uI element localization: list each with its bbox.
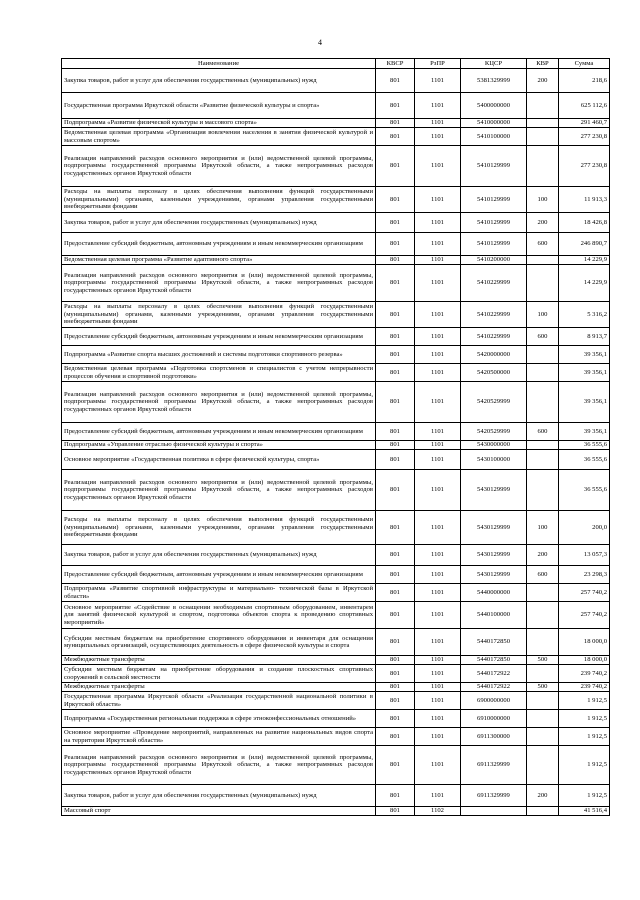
cell-sum: 1 912,5: [559, 728, 610, 746]
cell-kvr: 100: [527, 187, 559, 213]
cell-kcsr: 5420529999: [461, 423, 527, 441]
cell-kvr: [527, 441, 559, 450]
table-row: [62, 364, 610, 382]
cell-kvr: [527, 450, 559, 470]
cell-kvsr: 801: [376, 602, 415, 629]
cell-kvsr: 801: [376, 328, 415, 346]
cell-kvsr: 801: [376, 187, 415, 213]
table-row: [62, 710, 610, 728]
cell-sum: 277 230,8: [559, 146, 610, 187]
cell-sum: 18 426,8: [559, 213, 610, 233]
cell-kvr: [527, 728, 559, 746]
cell-name: Государственная программа Иркутской области «Развитие физической культуры и спорта»: [62, 93, 376, 119]
cell-sum: 1 912,5: [559, 785, 610, 807]
table-row: [62, 441, 610, 450]
cell-rzpr: 1101: [415, 328, 461, 346]
cell-kcsr: 5430129999: [461, 566, 527, 584]
cell-kcsr: 5410229999: [461, 302, 527, 328]
cell-kcsr: 6911300000: [461, 728, 527, 746]
table-row: [62, 470, 610, 511]
cell-rzpr: 1101: [415, 423, 461, 441]
header-sum: Сумма: [559, 59, 610, 69]
cell-kcsr: 5430129999: [461, 545, 527, 566]
cell-name: Закупка товаров, работ и услуг для обеспечения государственных (муниципальных) нужд: [62, 213, 376, 233]
cell-kcsr: 5440172922: [461, 683, 527, 692]
header-kvr: КВР: [527, 59, 559, 69]
cell-kvr: 100: [527, 511, 559, 545]
header-kvsr: КВСР: [376, 59, 415, 69]
cell-kvr: [527, 382, 559, 423]
cell-name: Предоставление субсидий бюджетным, автономным учреждениям и иным некоммерческим организациям: [62, 328, 376, 346]
cell-name: Расходы на выплаты персоналу в целях обеспечения выполнения функций государственными (муниципальными) органами, казенными учреждениями, органами управления государственными внебюджетными фондами: [62, 511, 376, 545]
cell-sum: 257 740,2: [559, 602, 610, 629]
cell-kcsr: 5400000000: [461, 93, 527, 119]
cell-name: Основное мероприятие «Государственная политика в сфере физической культуры, спорта»: [62, 450, 376, 470]
cell-sum: 1 912,5: [559, 692, 610, 710]
cell-kcsr: 5410129999: [461, 233, 527, 256]
cell-kvsr: 801: [376, 566, 415, 584]
cell-name: Реализация направлений расходов основного мероприятия и (или) ведомственной целевой программы, подпрограммы государственной программы Иркутской области, а также непрограммных расходов государственных органов Иркутской области: [62, 265, 376, 302]
cell-name: Ведомственная целевая программа «Развитие адаптивного спорта»: [62, 256, 376, 265]
cell-kvr: [527, 710, 559, 728]
cell-kcsr: [461, 807, 527, 816]
cell-sum: 36 555,6: [559, 450, 610, 470]
cell-rzpr: 1101: [415, 545, 461, 566]
table-row: [62, 187, 610, 213]
cell-kvsr: 801: [376, 683, 415, 692]
cell-name: Реализация направлений расходов основного мероприятия и (или) ведомственной целевой программы, подпрограммы государственной программы Иркутской области, а также непрограммных расходов государственных органов Иркутской области: [62, 382, 376, 423]
table-row: [62, 629, 610, 656]
table-row: [62, 346, 610, 364]
table-row: [62, 728, 610, 746]
cell-kvr: 500: [527, 656, 559, 665]
cell-kcsr: 5410200000: [461, 256, 527, 265]
table-row: [62, 213, 610, 233]
cell-kvr: [527, 470, 559, 511]
cell-sum: 625 112,6: [559, 93, 610, 119]
cell-rzpr: 1101: [415, 441, 461, 450]
table-row: [62, 785, 610, 807]
cell-sum: 36 555,6: [559, 441, 610, 450]
table-row: [62, 665, 610, 683]
table-row: [62, 302, 610, 328]
cell-kvr: [527, 692, 559, 710]
cell-kvsr: 801: [376, 302, 415, 328]
cell-rzpr: 1101: [415, 665, 461, 683]
cell-kcsr: 5410129999: [461, 213, 527, 233]
cell-kcsr: 6910000000: [461, 710, 527, 728]
cell-kvr: [527, 746, 559, 785]
cell-kcsr: 5381329999: [461, 69, 527, 93]
cell-kvsr: 801: [376, 128, 415, 146]
cell-kvsr: 801: [376, 450, 415, 470]
cell-kvr: 500: [527, 683, 559, 692]
cell-name: Государственная программа Иркутской области «Реализация государственной национальной политики в Иркутской области»: [62, 692, 376, 710]
cell-rzpr: 1101: [415, 710, 461, 728]
cell-kvsr: 801: [376, 93, 415, 119]
table-row: [62, 683, 610, 692]
cell-kvr: [527, 146, 559, 187]
table-row: [62, 602, 610, 629]
table-row: [62, 450, 610, 470]
table-row: [62, 128, 610, 146]
cell-name: Реализация направлений расходов основного мероприятия и (или) ведомственной целевой программы, подпрограммы государственной программы Иркутской области, а также непрограммных расходов государственных органов Иркутской области: [62, 146, 376, 187]
cell-kcsr: 5410129999: [461, 146, 527, 187]
cell-name: Ведомственная целевая программа «Организация вовлечения населения в занятия физической культурой и массовым спортом»: [62, 128, 376, 146]
cell-rzpr: 1101: [415, 364, 461, 382]
cell-kvsr: 801: [376, 265, 415, 302]
cell-kvsr: 801: [376, 146, 415, 187]
cell-kcsr: 5440172850: [461, 656, 527, 665]
cell-kvr: [527, 128, 559, 146]
cell-sum: 8 913,7: [559, 328, 610, 346]
cell-name: Реализация направлений расходов основного мероприятия и (или) ведомственной целевой программы, подпрограммы государственной программы Иркутской области, а также непрограммных расходов государственных органов Иркутской области: [62, 746, 376, 785]
cell-sum: 23 298,3: [559, 566, 610, 584]
cell-rzpr: 1101: [415, 511, 461, 545]
table-row: [62, 382, 610, 423]
table-row: [62, 119, 610, 128]
cell-kcsr: 5430100000: [461, 450, 527, 470]
cell-kcsr: 5410229999: [461, 265, 527, 302]
cell-name: Основное мероприятие «Содействие в оснащении необходимым спортивным оборудованием, инвентарем для занятий физической культурой и спортом, подготовка объектов спорта к проведению спортивных мероприятий»: [62, 602, 376, 629]
cell-kvsr: 801: [376, 213, 415, 233]
table-row: [62, 656, 610, 665]
cell-kcsr: 5440100000: [461, 602, 527, 629]
cell-kvsr: 801: [376, 746, 415, 785]
cell-name: Подпрограмма «Развитие спорта высших достижений и системы подготовки спортивного резерва»: [62, 346, 376, 364]
cell-kvsr: 801: [376, 692, 415, 710]
cell-kcsr: 5440172850: [461, 629, 527, 656]
cell-rzpr: 1101: [415, 302, 461, 328]
cell-kvr: [527, 629, 559, 656]
cell-name: Массовый спорт: [62, 807, 376, 816]
cell-name: Подпрограмма «Развитие физической культуры и массового спорта»: [62, 119, 376, 128]
cell-sum: 39 356,1: [559, 346, 610, 364]
cell-name: Расходы на выплаты персоналу в целях обеспечения выполнения функций государственными (муниципальными) органами, казенными учреждениями, органами управления государственными внебюджетными фондами: [62, 187, 376, 213]
cell-rzpr: 1101: [415, 128, 461, 146]
cell-kvsr: 801: [376, 656, 415, 665]
cell-kvsr: 801: [376, 233, 415, 256]
cell-sum: 41 516,4: [559, 807, 610, 816]
cell-kvsr: 801: [376, 728, 415, 746]
cell-kvsr: 801: [376, 785, 415, 807]
table-row: [62, 584, 610, 602]
cell-kcsr: 5440000000: [461, 584, 527, 602]
cell-rzpr: 1101: [415, 69, 461, 93]
cell-name: Подпрограмма «Государственная региональная поддержка в сфере этноконфессиональных отношений»: [62, 710, 376, 728]
table-row: [62, 746, 610, 785]
cell-name: Реализация направлений расходов основного мероприятия и (или) ведомственной целевой программы, подпрограммы государственной программы Иркутской области, а также непрограммных расходов государственных органов Иркутской области: [62, 470, 376, 511]
cell-kvsr: 801: [376, 710, 415, 728]
cell-rzpr: 1101: [415, 346, 461, 364]
cell-kvr: 200: [527, 213, 559, 233]
cell-kcsr: 6911329999: [461, 746, 527, 785]
cell-kvr: [527, 364, 559, 382]
cell-kvr: [527, 602, 559, 629]
cell-name: Основное мероприятие «Проведение мероприятий, направленных на развитие национальных видов спорта на территории Иркутской области»: [62, 728, 376, 746]
cell-sum: 1 912,5: [559, 710, 610, 728]
table-row: [62, 265, 610, 302]
cell-rzpr: 1101: [415, 566, 461, 584]
cell-sum: 14 229,9: [559, 256, 610, 265]
cell-kvr: [527, 584, 559, 602]
cell-kcsr: 5410100000: [461, 128, 527, 146]
cell-rzpr: 1101: [415, 584, 461, 602]
cell-kvr: [527, 119, 559, 128]
cell-kvsr: 801: [376, 511, 415, 545]
cell-kvsr: 801: [376, 119, 415, 128]
cell-kcsr: 5410129999: [461, 187, 527, 213]
cell-kvr: [527, 665, 559, 683]
cell-rzpr: 1101: [415, 470, 461, 511]
cell-name: Подпрограмма «Развитие спортивной инфраструктуры и материально- технической базы в Иркутской области»: [62, 584, 376, 602]
cell-kvr: [527, 346, 559, 364]
table-row: [62, 692, 610, 710]
cell-name: Закупка товаров, работ и услуг для обеспечения государственных (муниципальных) нужд: [62, 785, 376, 807]
cell-rzpr: 1101: [415, 629, 461, 656]
cell-sum: 18 000,0: [559, 656, 610, 665]
cell-name: Ведомственная целевая программа «Подготовка спортсменов и специалистов с учетом непрерывности процессов обучения и спортивной подготовки»: [62, 364, 376, 382]
cell-sum: 18 000,0: [559, 629, 610, 656]
cell-kvsr: 801: [376, 364, 415, 382]
cell-kcsr: 5420529999: [461, 382, 527, 423]
header-rzpr: РзПР: [415, 59, 461, 69]
cell-kvsr: 801: [376, 69, 415, 93]
cell-rzpr: 1101: [415, 93, 461, 119]
cell-kvr: 600: [527, 566, 559, 584]
cell-rzpr: 1101: [415, 728, 461, 746]
cell-kcsr: 5430129999: [461, 470, 527, 511]
cell-sum: 13 057,3: [559, 545, 610, 566]
cell-sum: 11 913,3: [559, 187, 610, 213]
cell-kvr: 200: [527, 545, 559, 566]
cell-sum: 246 890,7: [559, 233, 610, 256]
budget-table: [61, 58, 610, 816]
cell-name: Предоставление субсидий бюджетным, автономным учреждениям и иным некоммерческим организациям: [62, 423, 376, 441]
cell-sum: 200,0: [559, 511, 610, 545]
cell-kcsr: 5420000000: [461, 346, 527, 364]
table-row: [62, 328, 610, 346]
cell-kcsr: 5410000000: [461, 119, 527, 128]
cell-sum: 277 230,8: [559, 128, 610, 146]
cell-kvsr: 801: [376, 545, 415, 566]
cell-rzpr: 1101: [415, 265, 461, 302]
cell-sum: 239 740,2: [559, 683, 610, 692]
table-row: [62, 93, 610, 119]
cell-name: Подпрограмма «Управление отраслью физической культуры и спорта»: [62, 441, 376, 450]
cell-kvsr: 801: [376, 470, 415, 511]
table-row: [62, 423, 610, 441]
cell-name: Закупка товаров, работ и услуг для обеспечения государственных (муниципальных) нужд: [62, 69, 376, 93]
cell-kcsr: 5440172922: [461, 665, 527, 683]
cell-kvr: 600: [527, 233, 559, 256]
cell-kcsr: 6900000000: [461, 692, 527, 710]
cell-sum: 257 740,2: [559, 584, 610, 602]
cell-name: Межбюджетные трансферты: [62, 656, 376, 665]
cell-sum: 291 460,7: [559, 119, 610, 128]
cell-kvr: 200: [527, 69, 559, 93]
cell-rzpr: 1101: [415, 187, 461, 213]
cell-kvsr: 801: [376, 256, 415, 265]
cell-rzpr: 1101: [415, 256, 461, 265]
cell-kvsr: 801: [376, 346, 415, 364]
table-body: [62, 69, 610, 816]
table-row: [62, 256, 610, 265]
table-row: [62, 545, 610, 566]
cell-sum: 39 356,1: [559, 364, 610, 382]
page-number: 4: [318, 38, 322, 47]
cell-sum: 36 555,6: [559, 470, 610, 511]
cell-rzpr: 1101: [415, 213, 461, 233]
cell-rzpr: 1101: [415, 450, 461, 470]
cell-rzpr: 1101: [415, 119, 461, 128]
cell-kvr: 200: [527, 785, 559, 807]
cell-rzpr: 1101: [415, 683, 461, 692]
cell-kvsr: 801: [376, 629, 415, 656]
cell-kcsr: 5430129999: [461, 511, 527, 545]
cell-kvsr: 801: [376, 807, 415, 816]
cell-kcsr: 5410229999: [461, 328, 527, 346]
cell-rzpr: 1101: [415, 602, 461, 629]
cell-name: Субсидии местным бюджетам на приобретение оборудования и создание плоскостных спортивных сооружений в сельской местности: [62, 665, 376, 683]
cell-kvsr: 801: [376, 423, 415, 441]
cell-rzpr: 1101: [415, 382, 461, 423]
cell-sum: 239 740,2: [559, 665, 610, 683]
cell-rzpr: 1101: [415, 785, 461, 807]
cell-kvr: 600: [527, 328, 559, 346]
cell-sum: 39 356,1: [559, 423, 610, 441]
cell-name: Предоставление субсидий бюджетным, автономным учреждениям и иным некоммерческим организациям: [62, 566, 376, 584]
cell-kvsr: 801: [376, 441, 415, 450]
cell-rzpr: 1101: [415, 656, 461, 665]
cell-kvr: [527, 93, 559, 119]
cell-kvsr: 801: [376, 584, 415, 602]
cell-kvr: 600: [527, 423, 559, 441]
cell-sum: 5 316,2: [559, 302, 610, 328]
cell-kcsr: 6911329999: [461, 785, 527, 807]
cell-rzpr: 1101: [415, 233, 461, 256]
cell-rzpr: 1101: [415, 692, 461, 710]
table-row: [62, 807, 610, 816]
cell-rzpr: 1101: [415, 746, 461, 785]
table-row: [62, 511, 610, 545]
cell-name: Расходы на выплаты персоналу в целях обеспечения выполнения функций государственными (муниципальными) органами, казенными учреждениями, органами управления государственными внебюджетными фондами: [62, 302, 376, 328]
cell-kvr: [527, 265, 559, 302]
cell-kvsr: 801: [376, 665, 415, 683]
cell-rzpr: 1102: [415, 807, 461, 816]
cell-kvr: 100: [527, 302, 559, 328]
cell-name: Закупка товаров, работ и услуг для обеспечения государственных (муниципальных) нужд: [62, 545, 376, 566]
header-name: Наименование: [62, 59, 376, 69]
cell-kvr: [527, 256, 559, 265]
cell-name: Межбюджетные трансферты: [62, 683, 376, 692]
table-row: [62, 69, 610, 93]
cell-kcsr: 5420500000: [461, 364, 527, 382]
cell-kvr: [527, 807, 559, 816]
cell-kcsr: 5430000000: [461, 441, 527, 450]
cell-kvsr: 801: [376, 382, 415, 423]
header-kcsr: КЦСР: [461, 59, 527, 69]
table-row: [62, 566, 610, 584]
table-row: [62, 233, 610, 256]
cell-sum: 218,6: [559, 69, 610, 93]
cell-name: Предоставление субсидий бюджетным, автономным учреждениям и иным некоммерческим организациям: [62, 233, 376, 256]
cell-sum: 14 229,9: [559, 265, 610, 302]
cell-rzpr: 1101: [415, 146, 461, 187]
table-row: [62, 146, 610, 187]
cell-name: Субсидии местным бюджетам на приобретение спортивного оборудования и инвентаря для оснащения муниципальных организаций, осуществляющих деятельность в сфере физической культуры и спорта: [62, 629, 376, 656]
cell-sum: 1 912,5: [559, 746, 610, 785]
cell-sum: 39 356,1: [559, 382, 610, 423]
table-header-row: [62, 59, 610, 69]
